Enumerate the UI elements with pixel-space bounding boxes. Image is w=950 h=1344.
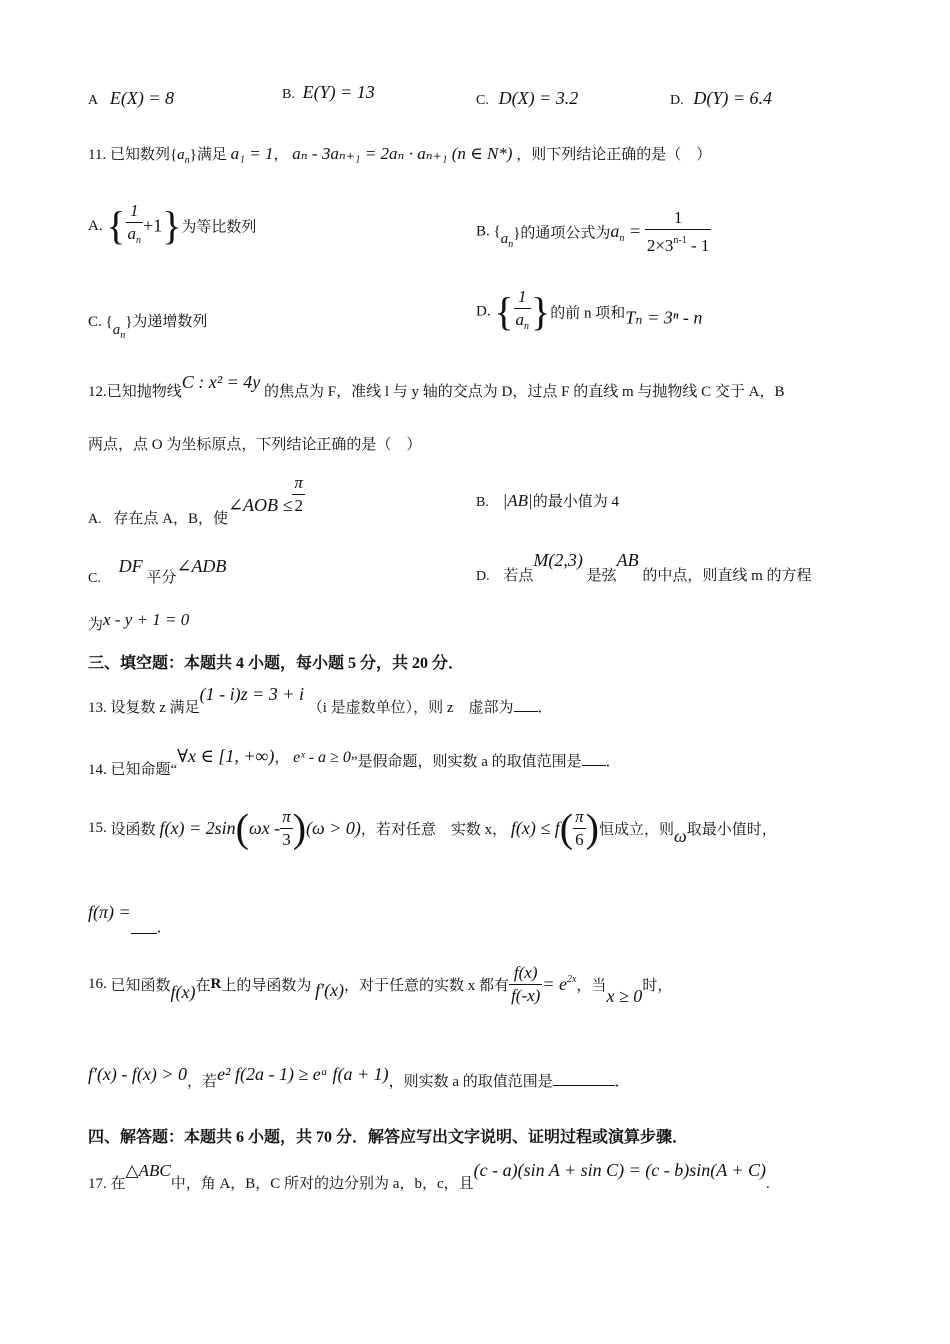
q17-expr: (c - a)(sin A + sin C) = (c - b)sin(A + C) (473, 1160, 767, 1180)
q12-curve: C : x² = 4y (181, 372, 261, 392)
q10-d-expr: D(Y) = 6.4 (693, 88, 773, 108)
q15-line2: f(π) =． (88, 902, 172, 936)
q10-a-expr: E(X) = 8 (109, 88, 174, 108)
q14-expr1: ∀x ∈ [1, +∞) (177, 746, 275, 766)
q14-expr2: eˣ - a ≥ 0 (293, 749, 351, 766)
q13-expr: (1 - i)z = 3 + i (199, 684, 304, 704)
q12-stem-line1: 12.已知抛物线C : x² = 4y 的焦点为 F，准线 l 与 y 轴的交点为 D，过点 F 的直线 m 与抛物线 C 交于 A，B (88, 372, 785, 400)
q15-expr2: f(x) ≤ f (510, 818, 560, 838)
q12-option-c: C. DF 平分∠ADB (88, 556, 227, 586)
q12-a-expr: ∠AOB ≤ (227, 495, 293, 515)
q12-stem-line2: 两点，点 O 为坐标原点，下列结论正确的是（ ） (88, 437, 422, 453)
q11-option-a: A. { $\frac{1}{a_n}$ +1}为等比数列 (88, 201, 257, 248)
q16-blank (553, 1085, 615, 1086)
q10-b-expr: E(Y) = 13 (302, 82, 375, 102)
q12-option-d-cont: 为x - y + 1 = 0 (88, 610, 190, 633)
q11-option-b: B. $\{a_n\}$的通项公式为$a_n$ = $\frac{1}{2\times 3^{n-1} - 1}$ (476, 208, 710, 255)
q16-line2-expr1: f′(x) - f(x) > 0 (88, 1064, 188, 1084)
q11-option-c: C. $\{a_n\}$为递增数列 (88, 314, 208, 341)
q10-option-d: D. D(Y) = 6.4 (670, 88, 773, 108)
q12-option-a: A. 存在点 A，B，使∠AOB ≤ $\frac{\pi}{2}$ (88, 473, 303, 527)
q10-option-a: A E(X) = 8 (88, 88, 174, 108)
q11-cond2: aₙ - 3aₙ₊₁ = 2aₙ · aₙ₊₁ (n ∈ N*) (292, 144, 513, 163)
q13: 13. 设复数 z 满足(1 - i)z = 3 + i （i 是虚数单位），则 z 虚部为 ． (88, 684, 553, 716)
q17: 17. 在△ABC中，角 A，B，C 所对的边分别为 a，b，c，且(c - a)(sin A + sin C) = (c - b)sin(A + C). (88, 1160, 770, 1192)
section-4-heading: 四、解答题：本题共 6 小题，共 70 分．解答应写出文字说明、证明过程或演算步骤． (88, 1129, 689, 1146)
q10-option-c: C. D(X) = 3.2 (476, 88, 579, 108)
q12-b-expr: |AB| (502, 491, 533, 510)
q15-blank (131, 933, 157, 934)
q12-option-d: D. 若点M(2,3) 是弦AB 的中点，则直线 m 的方程 (476, 550, 812, 584)
q17-triangle: △ABC (125, 1161, 171, 1180)
q10-option-b: B. E(Y) = 13 (282, 82, 375, 102)
q11-stem: 11. 已知数列$\{a_n\}$满足 a₁ = 1， aₙ - 3aₙ₊₁ = 2aₙ · aₙ₊₁ (n ∈ N*) ，则下列结论正确的是（ ） (88, 144, 712, 166)
q16-line2-expr2: e² f(2a - 1) ≥ eᵃ f(a + 1) (217, 1064, 389, 1084)
q12-option-b: B. |AB|的最小值为 4 (476, 491, 619, 510)
q14-blank (582, 765, 606, 766)
q10-c-expr: D(X) = 3.2 (498, 88, 579, 108)
q11-option-d: D. { $\frac{1}{a_n}$ }的前 n 项和Tₙ = 3ⁿ - n (476, 287, 703, 334)
q14: 14. 已知命题“∀x ∈ [1, +∞)， eˣ - a ≥ 0”是假命题，则实数 a 的取值范围是 ． (88, 746, 621, 778)
q15-expr1: f(x) = 2sin (159, 818, 236, 838)
section-3-heading: 三、填空题：本题共 4 小题，每小题 5 分，共 20 分． (88, 655, 465, 672)
q11-cond1: a₁ = 1 (230, 144, 274, 163)
q15: 15. 设函数 f(x) = 2sin(ωx - $\frac{\pi}{3}$ )(ω > 0)，若对任意 实数 x， f(x) ≤ f( $\frac{\pi}{6}$ )恒成立，则ω取最小值时， (88, 805, 777, 851)
q16-line2: f′(x) - f(x) > 0，若e² f(2a - 1) ≥ eᵃ f(a + 1)，则实数 a 的取值范围是 ． (88, 1064, 630, 1090)
q13-blank (514, 711, 538, 712)
q16: 16. 已知函数f(x)在R上的导函数为 f′(x)，对于任意的实数 x 都有 $\frac{f(x)}{f(-x)}$ = $e^{2x}$，当x ≥ 0时， (88, 963, 673, 1006)
q11-d-expr: Tₙ = 3ⁿ - n (625, 307, 703, 328)
